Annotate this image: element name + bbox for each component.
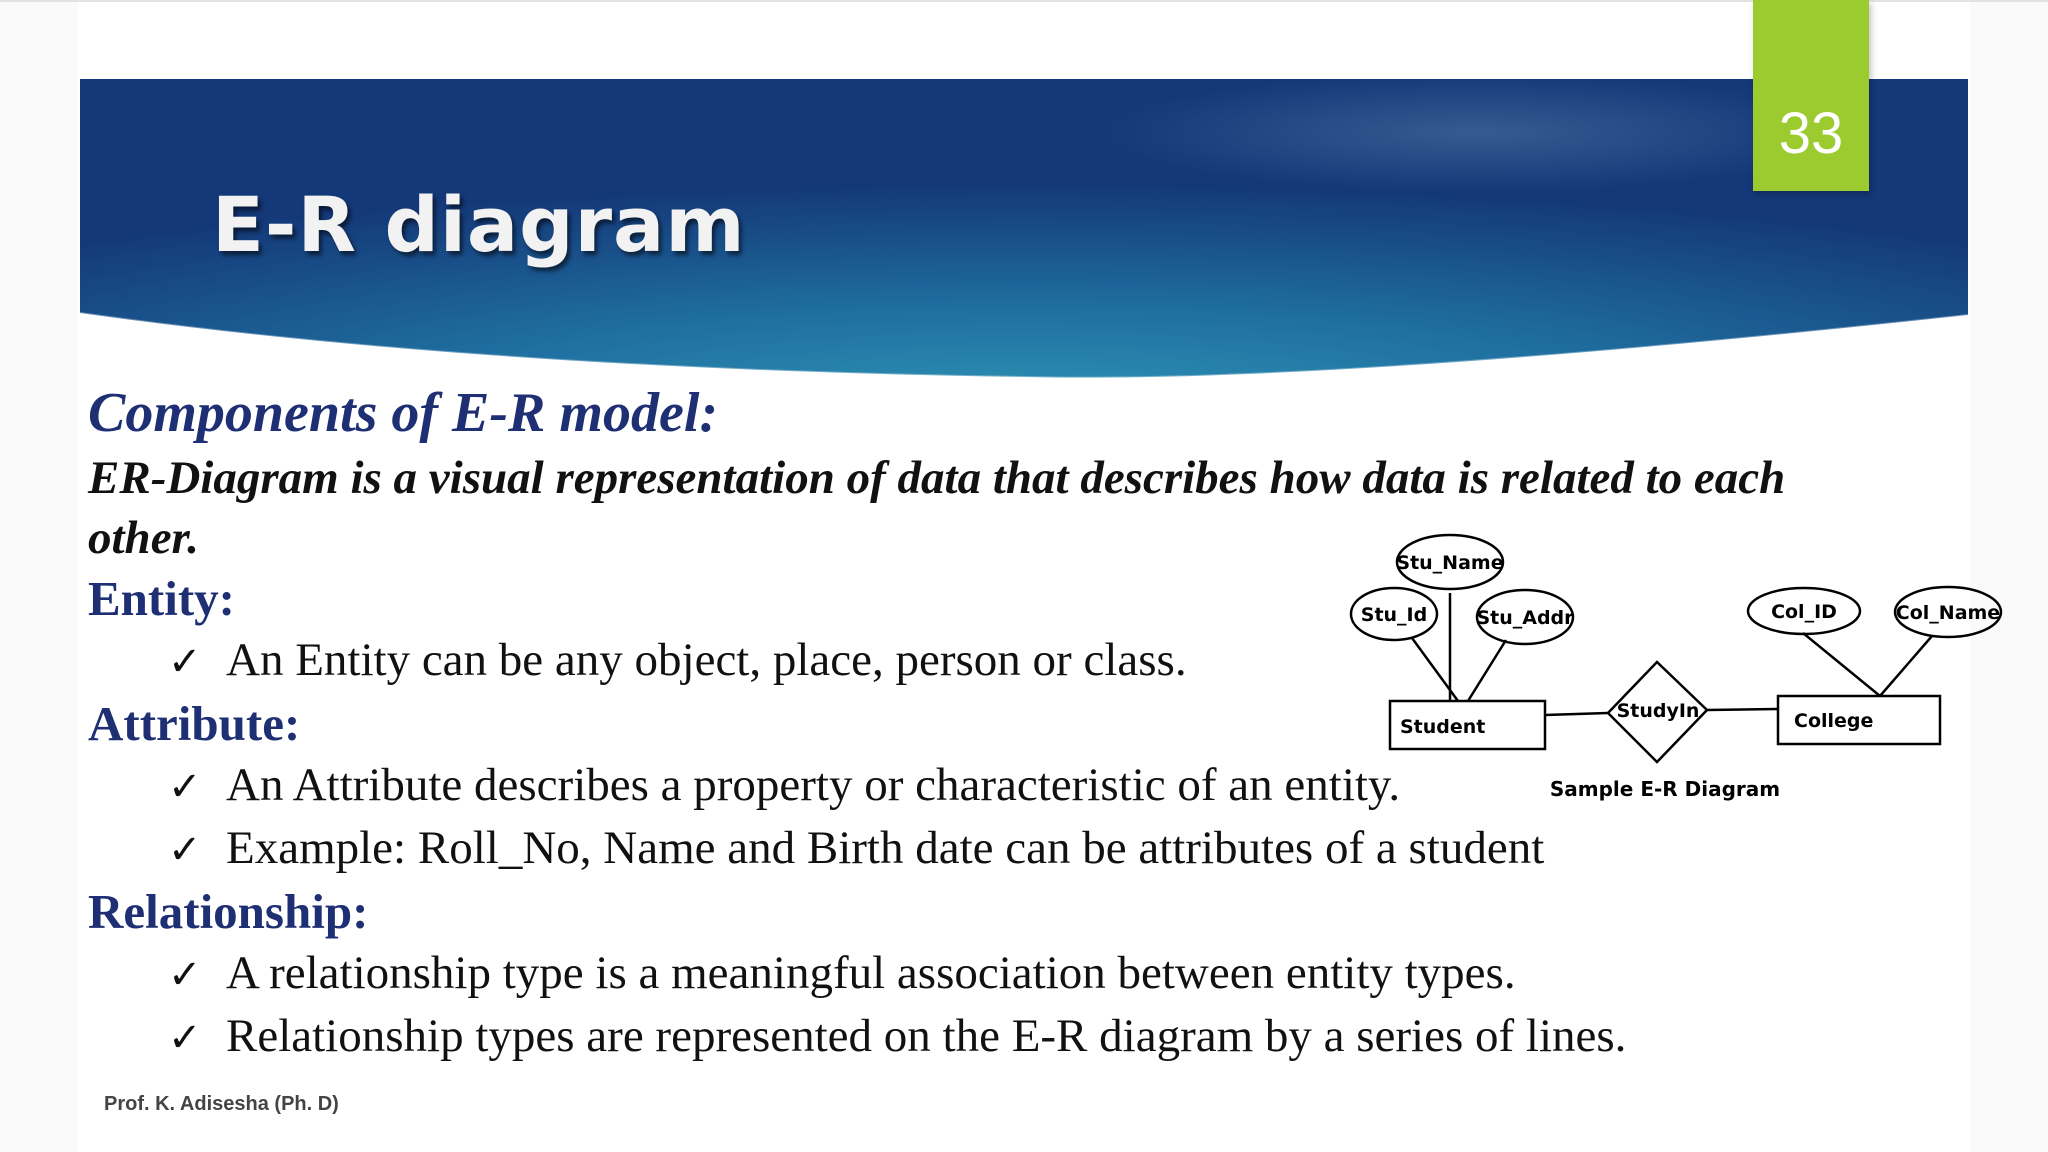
- slide-title: E-R diagram: [212, 180, 746, 269]
- check-icon: ✓: [168, 952, 202, 998]
- svg-text:Stu_Name: Stu_Name: [1396, 552, 1504, 574]
- svg-text:College: College: [1794, 710, 1874, 732]
- svg-text:Col_Name: Col_Name: [1895, 602, 2001, 624]
- attribute-col-name: [1895, 587, 2001, 637]
- entity-bullet: ✓ An Entity can be any object, place, person or class.: [88, 630, 1988, 693]
- sample-er-diagram: [1340, 525, 2020, 810]
- attribute-stu-id: [1351, 588, 1437, 640]
- svg-text:Col_ID: Col_ID: [1771, 601, 1837, 623]
- entity-college: [1778, 696, 1940, 744]
- relationship-bullet: ✓ A relationship type is a meaningful association between entity types.: [88, 943, 1988, 1006]
- svg-text:Student: Student: [1400, 716, 1486, 738]
- entity-heading: Entity:: [88, 571, 235, 626]
- check-icon: ✓: [168, 764, 202, 810]
- left-margin: [0, 2, 78, 1152]
- components-heading: Components of E-R model:: [88, 382, 719, 444]
- entity-student: [1390, 701, 1545, 749]
- slide-number-badge: [1753, 0, 1869, 191]
- slide-number: 33: [1778, 101, 1844, 166]
- attribute-stu-name: [1396, 535, 1503, 589]
- attribute-bullet: ✓ An Attribute describes a property or characteristic of an entity.: [88, 755, 1988, 818]
- relationship-heading: Relationship:: [88, 884, 369, 939]
- check-icon: ✓: [168, 639, 202, 685]
- footer-author: Prof. K. Adisesha (Ph. D): [104, 1093, 339, 1115]
- check-icon: ✓: [168, 1015, 202, 1061]
- attribute-stu-addr: [1476, 590, 1574, 644]
- attribute-col-id: [1748, 588, 1860, 634]
- svg-text:StudyIn: StudyIn: [1616, 700, 1700, 722]
- svg-text:Stu_Id: Stu_Id: [1360, 604, 1428, 626]
- svg-text:Stu_Addr: Stu_Addr: [1476, 607, 1574, 629]
- check-icon: ✓: [168, 827, 202, 873]
- relationship-studyin: [1608, 662, 1707, 762]
- diagram-caption: Sample E-R Diagram: [1549, 777, 1781, 801]
- top-border: [0, 0, 2048, 2]
- attribute-heading: Attribute:: [88, 696, 301, 751]
- relationship-bullet: ✓ Relationship types are represented on the E-R diagram by a series of lines.: [88, 1006, 1988, 1069]
- definition-line-1: ER-Diagram is a visual representation of data that describes how data is related to each: [88, 452, 1786, 504]
- definition-line-2: other.: [88, 512, 200, 564]
- attribute-bullet: ✓ Example: Roll_No, Name and Birth date can be attributes of a student: [88, 818, 1988, 881]
